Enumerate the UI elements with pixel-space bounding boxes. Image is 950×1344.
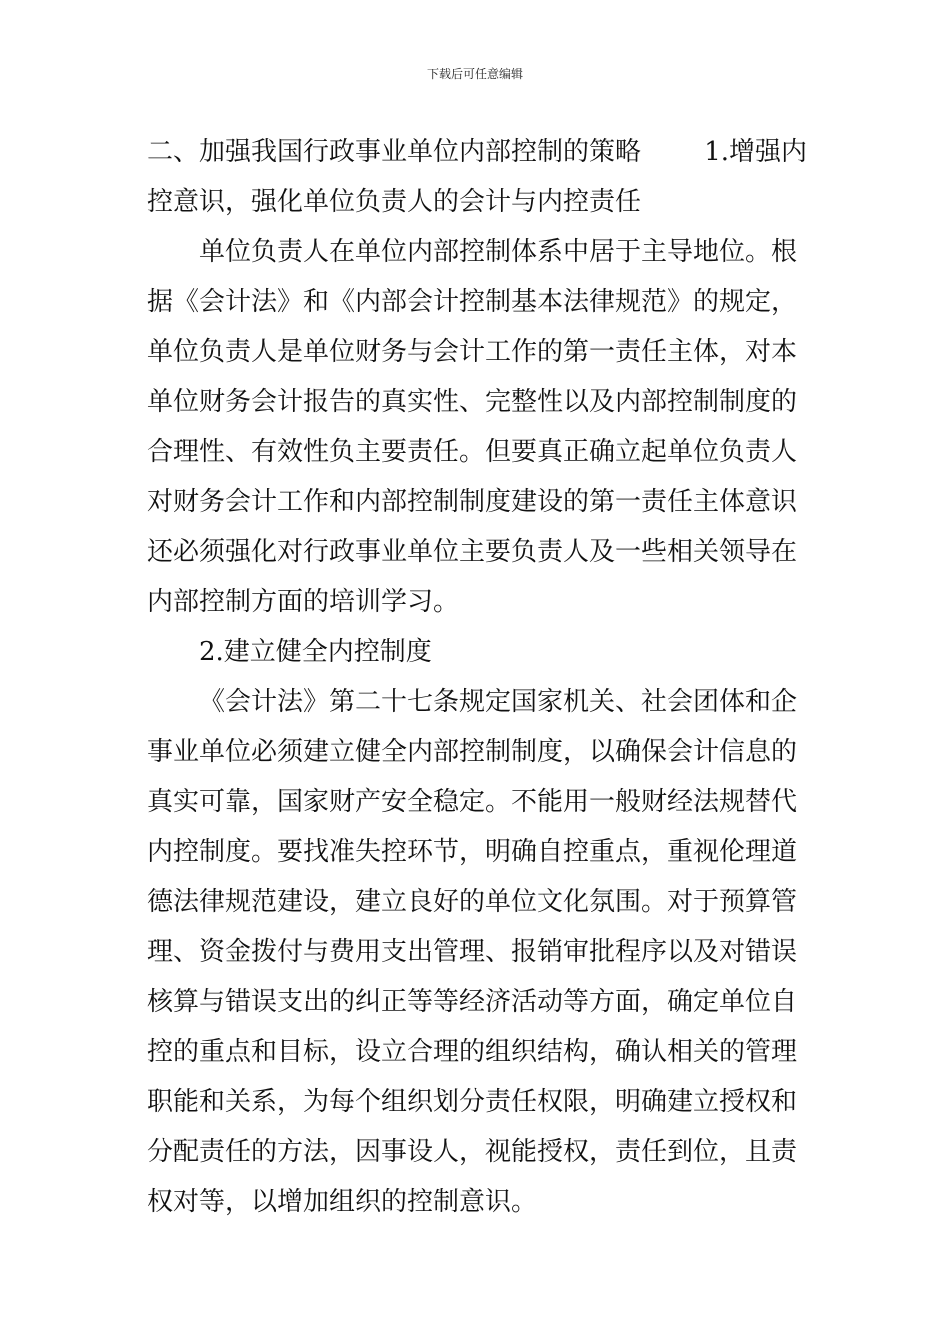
text-line: 事业单位必须建立健全内部控制制度，以确保会计信息的 xyxy=(147,737,798,767)
text-line: 分配责任的方法，因事设人，视能授权，责任到位，且责 xyxy=(147,1137,798,1167)
text-line: 还必须强化对行政事业单位主要负责人及一些相关领导在 xyxy=(147,537,798,567)
text-line: 权对等，以增加组织的控制意识。 xyxy=(147,1187,538,1217)
text-line: 合理性、有效性负主要责任。但要真正确立起单位负责人 xyxy=(147,437,798,467)
text-line: 单位财务会计报告的真实性、完整性以及内部控制制度的 xyxy=(147,387,798,417)
text-line: 据《会计法》和《内部会计控制基本法律规范》的规定， xyxy=(147,287,798,317)
text-line: 控意识，强化单位负责人的会计与内控责任 xyxy=(147,187,642,217)
text-line: 内控制度。要找准失控环节，明确自控重点，重视伦理道 xyxy=(147,837,798,867)
text-line: 理、资金拨付与费用支出管理、报销审批程序以及对错误 xyxy=(147,937,798,967)
text-line: 德法律规范建设，建立良好的单位文化氛围。对于预算管 xyxy=(147,887,798,917)
text-line: 内部控制方面的培训学习。 xyxy=(147,587,460,617)
text-line: 控的重点和目标，设立合理的组织结构，确认相关的管理 xyxy=(147,1037,798,1067)
text-line: 真实可靠，国家财产安全稳定。不能用一般财经法规替代 xyxy=(147,787,798,817)
text-line: 单位负责人在单位内部控制体系中居于主导地位。根 xyxy=(199,237,798,267)
text-line: 职能和关系，为每个组织划分责任权限，明确建立授权和 xyxy=(147,1087,798,1117)
text-line: 《会计法》第二十七条规定国家机关、社会团体和企 xyxy=(199,687,798,717)
text-line: 核算与错误支出的纠正等等经济活动等方面，确定单位自 xyxy=(147,987,798,1017)
text-line: 单位负责人是单位财务与会计工作的第一责任主体，对本 xyxy=(147,337,798,367)
subsection-heading-start: 1.增强内 xyxy=(704,137,807,167)
text-line: 对财务会计工作和内部控制制度建设的第一责任主体意识 xyxy=(147,487,798,517)
subsection-heading: 2.建立健全内控制度 xyxy=(199,637,432,667)
document-body xyxy=(147,127,807,1227)
page-header: 下载后可任意编辑 xyxy=(426,67,523,81)
section-heading: 二、加强我国行政事业单位内部控制的策略 xyxy=(147,137,642,167)
section-heading-line xyxy=(147,127,807,177)
